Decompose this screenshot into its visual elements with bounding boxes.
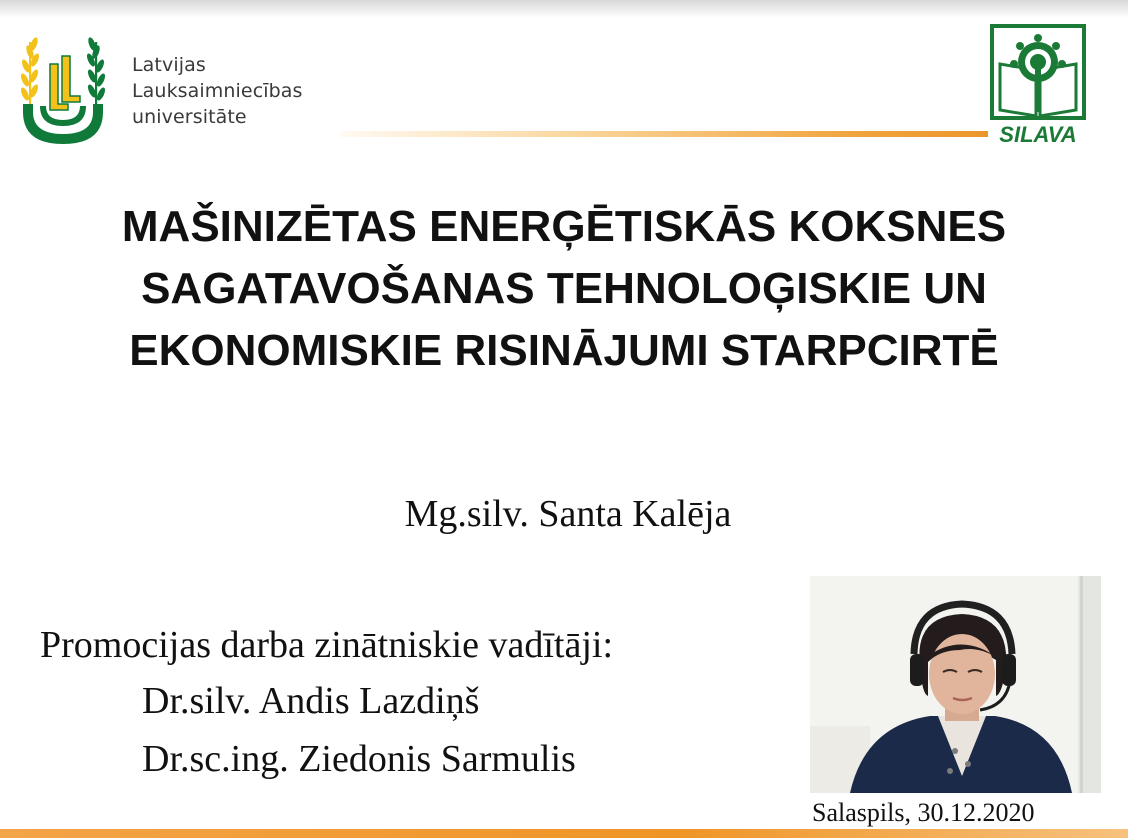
silava-logo-text: SILAVA <box>999 122 1077 146</box>
university-name-line: universitāte <box>132 106 247 128</box>
top-edge-shadow <box>0 0 1128 18</box>
presenter-webcam-feed <box>810 576 1101 793</box>
slide-title-line: SAGATAVOŠANAS TEHNOLOĢISKIE UN <box>141 264 987 313</box>
slide-title-line: EKONOMISKIE RISINĀJUMI STARPCIRTĒ <box>129 326 999 375</box>
university-name <box>132 52 303 130</box>
llu-wheat-logo-icon <box>20 34 106 146</box>
header-accent-line <box>340 131 988 137</box>
slide-title <box>30 196 1098 382</box>
supervisors-block <box>40 618 613 788</box>
presenter-webcam-image <box>810 576 1101 793</box>
slide-title-line: MAŠINIZĒTAS ENERĢĒTISKĀS KOKSNES <box>121 202 1007 251</box>
place-and-date: Salaspils, 30.12.2020 <box>812 798 1035 827</box>
supervisor-name: Dr.sc.ing. Ziedonis Sarmulis <box>142 738 576 780</box>
footer-accent-bar <box>0 829 1128 838</box>
supervisors-heading: Promocijas darba zinātniskie vadītāji: <box>40 624 614 666</box>
supervisor-name: Dr.silv. Andis Lazdiņš <box>142 680 480 722</box>
university-name-line: Lauksaimniecības <box>132 80 303 102</box>
author-name: Mg.silv. Santa Kalēja <box>404 493 732 535</box>
silava-tree-book-icon <box>990 24 1086 146</box>
university-name-line: Latvijas <box>132 54 206 76</box>
